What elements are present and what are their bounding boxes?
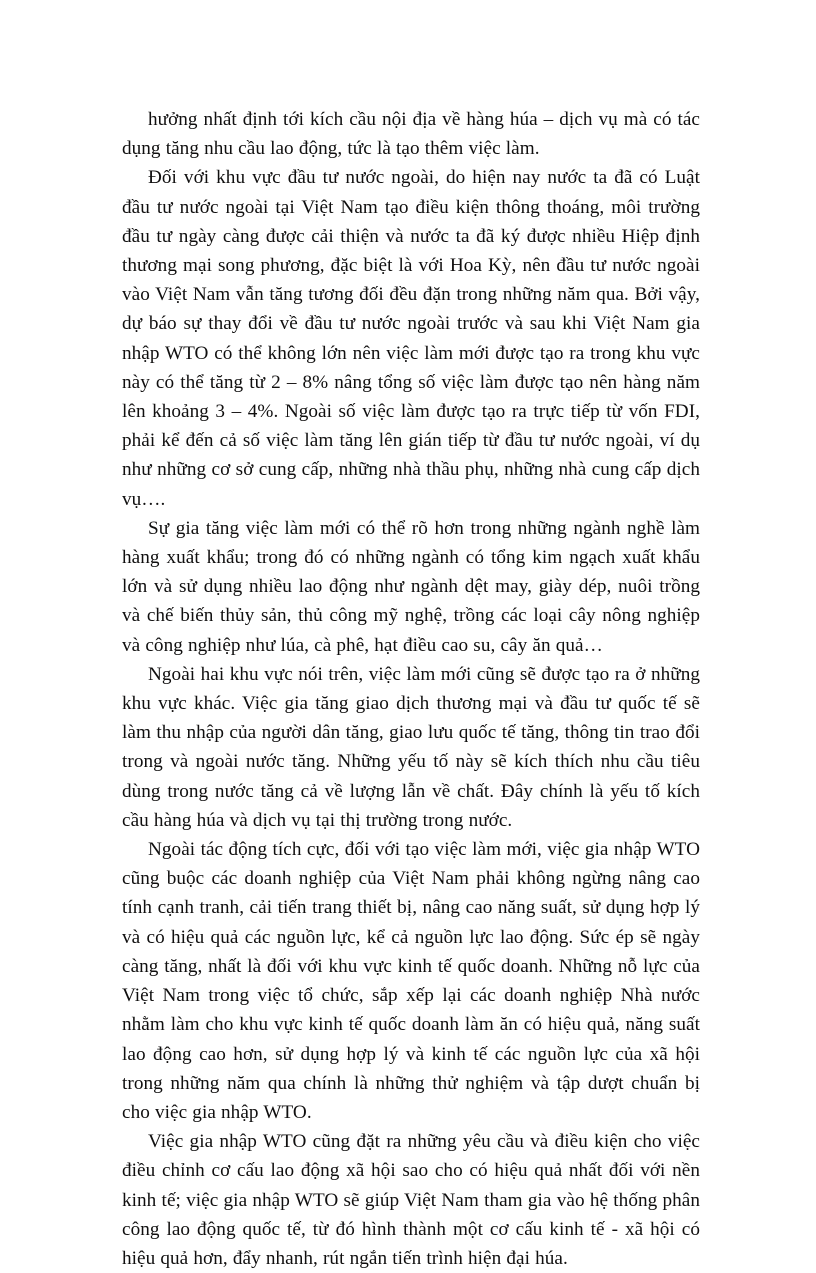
paragraph: hưởng nhất định tới kích cầu nội địa về hàng húa – dịch vụ mà có tác dụng tăng nhu cầu lao động, tức là tạo thêm việc làm. bbox=[122, 109, 700, 160]
paragraph: Ngoài tác động tích cực, đối với tạo việc làm mới, việc gia nhập WTO cũng buộc các doanh nghiệp của Việt Nam phải không ngừng nâng cao tính cạnh tranh, cải tiến trang thiết bị, nâng cao năng suất, sử dụng hợp lý và có hiệu quả các nguồn lực, kể cả nguồn lực lao động. Sức ép sẽ ngày càng tăng, nhất là đối với khu vực kinh tế quốc doanh. Những nỗ lực của Việt Nam trong việc tổ chức, sắp xếp lại các doanh nghiệp Nhà nước nhằm làm cho khu vực kinh tế quốc doanh làm ăn có hiệu quả, năng suất lao động cao hơn, sử dụng hợp lý và kinh tế các nguồn lực của xã hội trong những năm qua chính là những thử nghiệm và tập dượt chuẩn bị cho việc gia nhập WTO. bbox=[122, 839, 700, 1123]
paragraph: Việc gia nhập WTO cũng đặt ra những yêu cầu và điều kiện cho việc điều chỉnh cơ cấu lao động xã hội sao cho có hiệu quả nhất đối với nền kinh tế; việc gia nhập WTO sẽ giúp Việt Nam tham gia vào hệ thống phân công lao động quốc tế, từ đó hình thành một cơ cấu kinh tế - xã hội có hiệu quả hơn, đẩy nhanh, rút ngắn tiến trình hiện đại húa. bbox=[122, 1131, 700, 1269]
paragraph: Đối với khu vực đầu tư nước ngoài, do hiện nay nước ta đã có Luật đầu tư nước ngoài tại Việt Nam tạo điều kiện thông thoáng, môi trường đầu tư ngày càng được cải thiện và nước ta đã ký được nhiều Hiệp định thương mại song phương, đặc biệt là với Hoa Kỳ, nên đầu tư nước ngoài vào Việt Nam vẫn tăng tương đối đều đặn trong những năm qua. Bởi vậy, dự báo sự thay đổi về đầu tư nước ngoài trước và sau khi Việt Nam gia nhập WTO có thể không lớn nên việc làm mới được tạo ra trong khu vực này có thể tăng từ 2 – 8% nâng tổng số việc làm được tạo nên hàng năm lên khoảng 3 – 4%. Ngoài số việc làm được tạo ra trực tiếp từ vốn FDI, phải kể đến cả số việc làm tăng lên gián tiếp từ đầu tư nước ngoài, ví dụ như những cơ sở cung cấp, những nhà thầu phụ, những nhà cung cấp dịch vụ…. bbox=[122, 167, 700, 510]
paragraph: Ngoài hai khu vực nói trên, việc làm mới cũng sẽ được tạo ra ở những khu vực khác. Việc gia tăng giao dịch thương mại và đầu tư quốc tế sẽ làm thu nhập của người dân tăng, giao lưu quốc tế tăng, thông tin trao đổi trong và ngoài nước tăng. Những yếu tố này sẽ kích thích nhu cầu tiêu dùng trong nước tăng cả về lượng lẫn về chất. Đây chính là yếu tố kích cầu hàng húa và dịch vụ tại thị trường trong nước. bbox=[122, 663, 700, 831]
paragraph: Sự gia tăng việc làm mới có thể rõ hơn trong những ngành nghề làm hàng xuất khẩu; trong đó có những ngành có tổng kim ngạch xuất khẩu lớn và sử dụng nhiều lao động như ngành dệt may, giày dép, nuôi trồng và chế biến thủy sản, thủ công mỹ nghệ, trồng các loại cây nông nghiệp và công nghiệp như lúa, cà phê, hạt điều cao su, cây ăn quả… bbox=[122, 517, 700, 656]
document-text-column bbox=[122, 105, 700, 1273]
